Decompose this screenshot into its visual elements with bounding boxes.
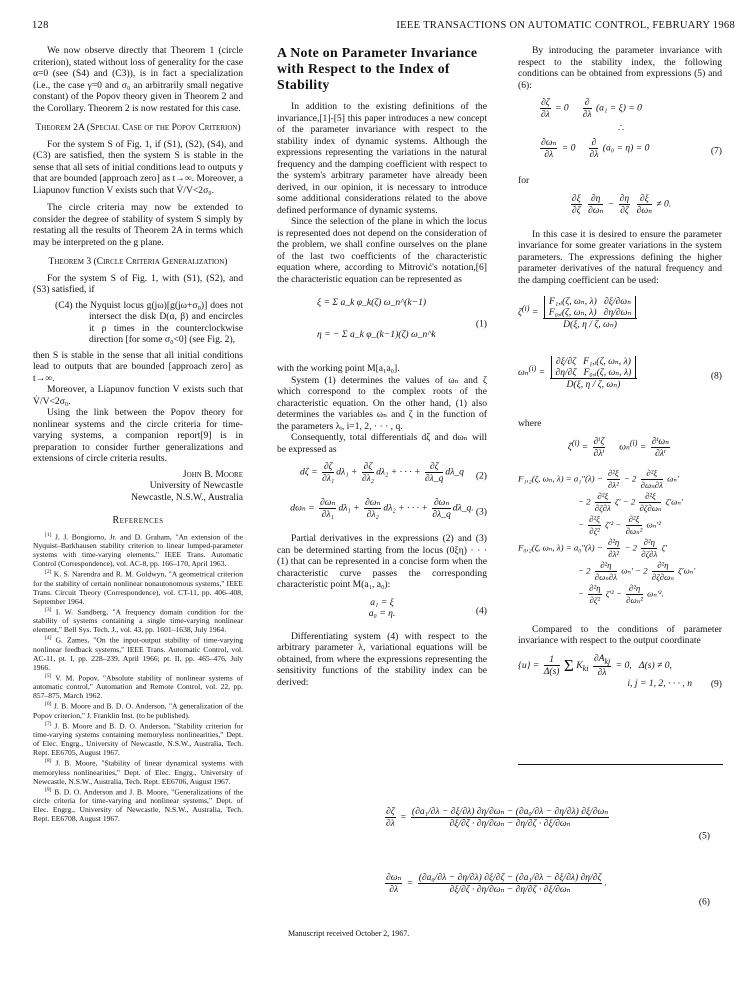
equation-4 xyxy=(277,597,487,625)
equation-line: a₁ = ξ xyxy=(370,596,394,608)
reference-item: [6] J. B. Moore and B. D. O. Anderson, "A generalization of the Popov criterion," J. Franklin Inst. (to be published). xyxy=(33,701,243,720)
reference-list xyxy=(33,531,243,824)
where-label: where xyxy=(518,418,542,429)
paragraph: Since the selection of the plane in which the locus is represented does not depend on the consideration of the problem, we shall confine ourselves on the plane of the last two coefficients of the characteristic equation where, according to Mitrović's notation,[6] the characteristic equation can be represented as xyxy=(277,216,487,285)
equation-3: dωₙ = $\frac{\text{∂ωₙ}}{\text{∂λ₁}}$ dλ₁ + $\frac{\text{∂ωₙ}}{\text{∂λ₂}}$ dλ₂ + · · · + $\frac{\text{∂ωₙ}}{\partial\lambda\_q}$ dλ_q. (3) xyxy=(290,497,487,520)
reference-item: [9] B. D. O. Anderson and J. B. Moore, "Generalizations of the circle criteria for time-varying and nonlinear systems," Dept. of Elec. Engrg., University of Newcastle, N.S.W., Australia, Tech. Rept. EE6708, August 1967. xyxy=(33,786,243,824)
equation-8: $\zeta^{(i)}$ = F₁,ᵢ(ζ, ωₙ, λ) ∂ξ/∂ωₙ F₀,ᵢ(ζ, ωₙ, λ) ∂η/∂ωₙ D(ξ, η / ζ, ωₙ) ωₙ$^{(i)}$ = ∂ξ/∂ζ F₁,ᵢ(ζ, ωₙ, λ) ∂η/∂ζ F₀,ᵢ(ζ, ωₙ, λ) D(ξ, η / ζ, ωₙ) (8) xyxy=(518,296,722,390)
paragraph: In this case it is desired to ensure the parameter invariance for some greater variations in the system parameters. The expressions defining the higher parameter derivatives of the natural frequency and the damping coefficient can be used: xyxy=(518,228,722,286)
bottom-equations xyxy=(383,800,710,938)
affiliation: University of Newcastle xyxy=(149,480,243,491)
reference-item: [4] G. Zames, "On the input-output stability of time-varying nonlinear feedback systems," IEEE Trans. Automatic Control, vol. AC-11, pt. I, pp. 228–239, April 1966; pt. II, pp. 465–476, July 1966. xyxy=(33,635,243,672)
equation-number: (9) xyxy=(710,677,722,689)
paragraph: In addition to the existing definitions of the invariance,[1]-[5] this paper introduces a new concept of the parameter invariance with respect to the stability index of dynamic systems. Although the expressions representing the variations in the natural frequency and the damping coefficient with respect to the system's arbitrary parameter have already been derived, in our opinion, it is necessary to introduce some additional considerations related to the above defined performance of dynamic systems. xyxy=(277,101,487,216)
divider-rule xyxy=(518,764,723,765)
left-column xyxy=(33,45,243,823)
author-name: John B. Moore xyxy=(182,468,243,480)
equation-2: dζ = $\frac{\partial\zeta}{\text{∂λ₁}}$ dλ₁ + $\frac{\partial\zeta}{\text{∂λ₂}}$ dλ₂ + · · · + $\frac{\partial\zeta}{\partial\lambda\_q}$ dλ_q (2) xyxy=(300,461,487,484)
paragraph: then S is stable in the sense that all initial conditions lead to outputs that are bounded [approach zero] as t→∞. xyxy=(33,349,243,384)
equation-6: $\frac{\text{∂ωₙ}}{\partial\lambda}$ = $\frac{\text{(∂a₀/∂λ − ∂η/∂λ) ∂ξ/∂ζ − (∂a₁/∂λ − ∂ξ/∂λ) ∂η/∂ζ}}{\text{∂ξ/∂ζ · ∂η/∂ωₙ − ∂η/∂ζ · ∂ξ/∂ωₙ}}$ . (6) xyxy=(386,872,710,908)
equation-7: $\frac{\partial\zeta}{\partial\lambda}$ = 0 $\frac{\partial}{\partial\lambda}$ (a₁ = ξ) = 0 ∴ $\frac{\text{∂ωₙ}}{\partial\lambda}$ = 0 $\frac{\partial}{\partial\lambda}$ (a₀ = η) = 0 (7) xyxy=(540,97,722,160)
paragraph: Differentiating system (4) with respect to the arbitrary parameter λ, variational equations will be obtained, from where the expressions representing the sensitivity functions of the stability index can be derived: xyxy=(277,630,487,688)
derivative-definitions: $\zeta^{(i)}$ = $\frac{\text{∂ⁱζ}}{\text{∂λⁱ}}$ ωₙ$^{(i)}$ = $\frac{\text{∂ⁱωₙ}}{\text{∂λⁱ}}$ xyxy=(567,435,670,459)
condition-text: the Nyquist locus g(jω)[g(jω+σ₀)] does not intersect the disk D(α, β) and encircles it ρ times in the counterclockwise direction [for some σ₀<0] (see Fig. 2), xyxy=(75,299,244,345)
equation-1 xyxy=(277,293,487,355)
paragraph: Compared to the conditions of parameter invariance with respect to the output coordinate xyxy=(518,623,722,646)
author-signature xyxy=(33,469,243,504)
references-heading: References xyxy=(112,515,164,526)
equation-number: (8) xyxy=(710,370,722,382)
equation-line: a₀ = η. xyxy=(368,608,396,619)
reference-item: [8] J. B. Moore, "Stability of linear dynamical systems with memoryless nonlinearities," Dept. of Elec. Engrg., University of Newcastle, N.S.W., Australia, Tech. Rept. EE6706, August 1967. xyxy=(33,758,243,786)
condition-c4 xyxy=(41,300,243,346)
theorem-2a-body: For the system S of Fig. 1, if (S1), (S2), (S4), and (C3) are satisfied, then the system S is stable in the sense that all sets of initial conditions lead to outputs y that are bounded [approach zero] as t→∞. Moreover, a Liapunov function V exists such that V̇/V<2σ₀. xyxy=(33,138,243,196)
for-label: for xyxy=(518,175,530,186)
paragraph: The circle criteria may now be extended to consider the degree of stability of system S simply by restating all the results of Theorem 2A in terms which may be interpreted on the g plane. xyxy=(33,202,243,248)
equation-tail: i, j = 1, 2, · · · , n xyxy=(627,678,692,690)
equation-9: {u} = $\frac{1}{\Delta(s)}$ Σ $K_{ki}$ $\frac{\partial A_{kj}}{\partial\lambda}$ = 0, Δ(s) ≠ 0, i, j = 1, 2, · · · , n (9) xyxy=(518,652,722,690)
page-number: 128 xyxy=(32,20,49,31)
reference-item: [2] K. S. Narendra and R. M. Goldwyn, "A geometrical criterion for the stability of certain nonlinear nonautonomous systems," IEEE Trans. Circuit Theory (Correspondence), vol. CT-11, pp. 406–408, September 1964. xyxy=(33,569,243,606)
f-function-definitions: F₁,₂(ζ, ωₙ, λ) = a₁″(λ) − $\frac{\text{∂²ξ}}{\text{∂λ²}}$ − 2 $\frac{\text{∂²ξ}}{\text{∂ωₙ∂λ}}$ ωₙ′ − 2 $\frac{\text{∂²ξ}}{\partial\zeta\partial\lambda}$ ζ′ − 2 $\frac{\text{∂²ξ}}{\text{∂ζ∂ωₙ}}$ ζ′ωₙ′ − $\frac{\text{∂²ξ}}{\text{∂ζ²}}$ ζ′² − $\frac{\text{∂²ξ}}{\text{∂ωₙ²}}$ ωₙ′² F₀,₂(ζ, ωₙ, λ) = a₀″(λ) − $\frac{\text{∂²η}}{\text{∂λ²}}$ − 2 $\frac{\text{∂²η}}{\partial\zeta\partial\lambda}$ ζ′ − 2 $\frac{\text{∂²η}}{\text{∂ωₙ∂λ}}$ ωₙ′ − 2 $\frac{\text{∂²η}}{\text{∂ζ∂ωₙ}}$ ζ′ωₙ′ − $\frac{\text{∂²η}}{\text{∂ζ²}}$ ζ′² − $\frac{\text{∂²η}}{\text{∂ωₙ²}}$ ωₙ′². xyxy=(518,467,696,605)
equation-line: ξ = Σ a_k φ_k(ζ) ω_n^(k−1) xyxy=(317,297,427,308)
paragraph: Moreover, a Liapunov function V exists such that V̇/V<2σ₀. xyxy=(33,384,243,407)
equation-number: (4) xyxy=(475,604,487,616)
equation-5: $\frac{\partial\zeta}{\partial\lambda}$ = $\frac{\text{(∂a₁/∂λ − ∂ξ/∂λ) ∂η/∂ωₙ − (∂a₀/∂λ − ∂η/∂λ) ∂ξ/∂ωₙ}}{\text{∂ξ/∂ζ · ∂η/∂ωₙ − ∂η/∂ζ · ∂ξ/∂ωₙ}}$ (5) xyxy=(385,806,710,842)
reference-item: [5] V. M. Popov, "Absolute stability of nonlinear systems of automatic control," Automation and Remote Control, vol. 22, pp. 857–875, March 1962. xyxy=(33,672,244,701)
equation-number: (5) xyxy=(698,830,710,842)
equation-number: (1) xyxy=(475,318,487,330)
journal-title: IEEE TRANSACTIONS ON AUTOMATIC CONTROL, FEBRUARY 1968 xyxy=(396,20,735,31)
equation-number: (2) xyxy=(475,470,487,482)
theorem-3-heading: Theorem 3 (Circle Criteria Generalization) xyxy=(48,256,228,267)
equation-number: (6) xyxy=(698,896,710,908)
equation-line: η = − Σ a_k φ_(k−1)(ζ) ω_n^k xyxy=(317,329,436,340)
paragraph: Using the link between the Popov theory for nonlinear systems and the circle criteria for time-varying systems, a companion report[9] is in preparation to consider further generalizations and extensions of circle criteria results. xyxy=(33,407,243,464)
paragraph: System (1) determines the values of ωₙ and ζ which correspond to the complex roots of the characteristic equation. On the other hand, (1) also determines the variables ωₙ and ζ in the function of the parameters λᵢ, i=1, 2, · · · , q. xyxy=(277,374,487,432)
equation-number: (7) xyxy=(710,145,722,157)
paragraph: We now observe directly that Theorem 1 (circle criterion), stated without loss of generality for the case α=0 (see (S4) and (C3)), is in fact a specialization (i.e., the case γ=0 and σ₀ an arbitrarily small negative constant) of the Popov theory given in Theorem 2 and the Corollary. Theorem 2 is now restated for this case. xyxy=(33,45,243,114)
paragraph: Consequently, total differentials dζ and dωₙ will be expressed as xyxy=(277,432,487,455)
affiliation-location: Newcastle, N.S.W., Australia xyxy=(131,491,243,503)
article-title: A Note on Parameter Invariance with Respect to the Index of Stability xyxy=(277,45,478,92)
equation-number: (3) xyxy=(475,506,487,518)
paragraph: with the working point M[a₁a₀]. xyxy=(277,363,400,374)
paragraph: Partial derivatives in the expressions (2) and (3) can be determined starting from the locus (0ξη) · · · (1) that can be represented in a concise form when the characteristic curve passes the corresponding characteristic point M(a₁, a₀): xyxy=(277,533,487,590)
middle-column xyxy=(277,45,487,688)
right-column xyxy=(518,45,722,699)
theorem-3-intro: For the system S of Fig. 1, with (S1), (S2), and (S3) satisfied, if xyxy=(33,272,243,295)
theorem-2a-heading: Theorem 2A (Special Case of the Popov Criterion) xyxy=(35,122,241,133)
reference-item: [3] I. W. Sandberg, "A frequency domain condition for the stability of systems containing a single time-varying nonlinear element," Bell Sys. Tech. J., vol. 43, pp. 1601–1638, July 1964. xyxy=(33,606,243,635)
condition-inequality: $\frac{\partial\xi}{\partial\zeta}$ $\frac{\partial\eta}{\text{∂ωₙ}}$ − $\frac{\partial\eta}{\partial\zeta}$ $\frac{\partial\xi}{\text{∂ωₙ}}$ ≠ 0. xyxy=(571,192,672,216)
paragraph: By introducing the parameter invariance with respect to the stability index, the following conditions can be obtained from expressions (5) and (6): xyxy=(518,45,722,91)
condition-label: (C4) xyxy=(55,299,73,311)
reference-item: [1] J. J. Bongiorno, Jr. and D. Graham, "An extension of the Nyquist–Barkhausen stability criterion to linear lumped-parameter systems with time-varying elements," IEEE Trans. Automatic Control (Correspondence), vol. AC-8, pp. 166–170, April 1963. xyxy=(33,531,244,569)
manuscript-footnote: Manuscript received October 2, 1967. xyxy=(288,929,410,938)
reference-item: [7] J. B. Moore and B. D. O. Anderson, "Stability criterion for time-varying systems containing memoryless nonlinearities," Dept. of Elec. Engrg., University of Newcastle, N.S.W., Australia, Tech. Rept. EE6705, August 1967. xyxy=(33,720,243,758)
